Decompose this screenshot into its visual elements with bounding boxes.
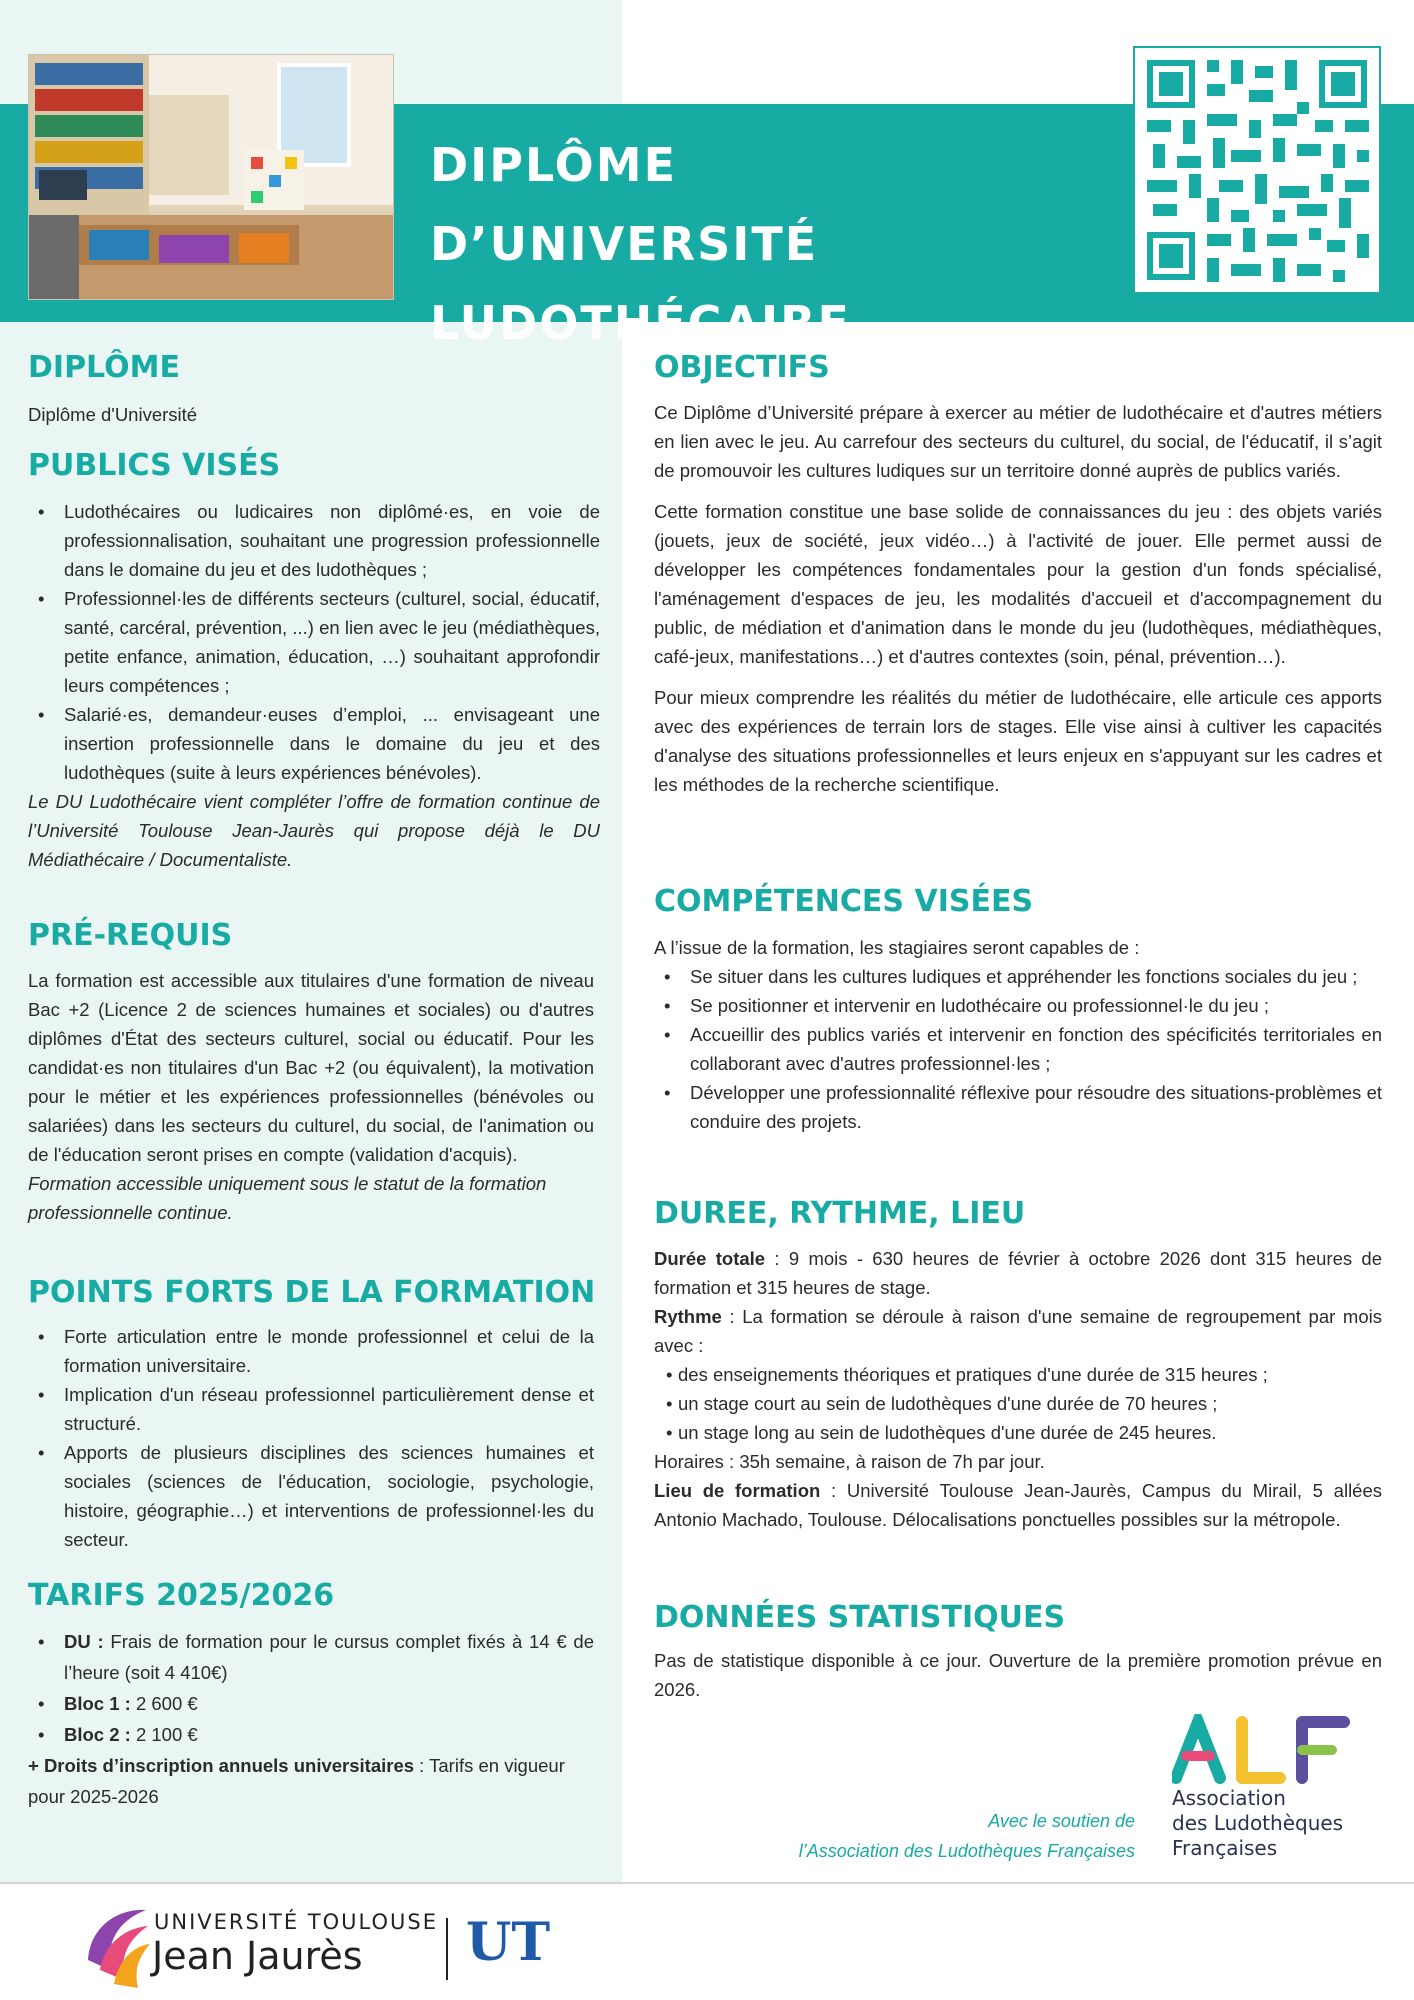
objectifs-paragraph: Pour mieux comprendre les réalités du métier de ludothécaire, elle articule ces apports avec des expériences de terrain lors de stages. Elle vise ainsi à cultiver les capacités d'analyse des situations professionnelles et leurs enjeux en s'appuyant sur les cadres et les méthodes de la recherche scientifique. [654, 687, 1382, 795]
duree-section [654, 1244, 1382, 1534]
title-line-1: DIPLÔME D’UNIVERSITÉ [430, 138, 819, 271]
ut-mark: UT [466, 1912, 551, 1973]
duree-totale [654, 1244, 1382, 1302]
list-item [28, 1626, 594, 1688]
rythme [654, 1302, 1382, 1360]
objectifs-section [654, 398, 1382, 799]
list-item: • des enseignements théoriques et pratiques d'une durée de 315 heures ; [654, 1360, 1382, 1389]
lieu-text: : Université Toulouse Jean-Jaurès, Campus du Mirail, 5 allées Antonio Machado, Toulouse. Délocalisations ponctuelles possibles sur la métropole. [654, 1480, 1383, 1530]
footer-divider [0, 1882, 1414, 1884]
page-title [430, 126, 870, 363]
tarif-text: 2 600 € [130, 1693, 198, 1714]
support-line-1: Avec le soutien de [988, 1811, 1135, 1831]
ut-separator [446, 1918, 448, 1980]
support-note [720, 1806, 1135, 1866]
list-item [28, 1719, 594, 1750]
publics-section [28, 497, 600, 874]
tarif-label: Bloc 2 : [64, 1724, 131, 1745]
list-item: • Se situer dans les cultures ludiques et appréhender les fonctions sociales du jeu ; [654, 962, 1382, 991]
lieu-label: Lieu de formation [654, 1480, 821, 1501]
ut-line-1: UNIVERSITÉ TOULOUSE [154, 1910, 438, 1934]
list-item: • Salarié·es, demandeur·euses d’emploi, ... envisageant une insertion professionnelle dans le domaine du jeu et des ludothèques (suite à leurs expériences bénévoles). [28, 700, 600, 787]
competences-section [654, 933, 1382, 1136]
support-line-2: l’Association des Ludothèques Françaises [798, 1841, 1135, 1861]
ut-line-2: Jean Jaurès [152, 1934, 363, 1978]
points-forts-list [28, 1322, 594, 1554]
ludotheque-photo [28, 54, 394, 300]
publics-heading: PUBLICS VISÉS [28, 448, 281, 483]
prerequis-heading: PRÉ-REQUIS [28, 918, 233, 953]
title-line-2: LUDOTHÉCAIRE [430, 296, 851, 350]
list-item: • Ludothécaires ou ludicaires non diplômé·es, en voie de professionnalisation, souhaitant une progression professionnelle dans le domaine du jeu et des ludothèques ; [28, 497, 600, 584]
list-item: • Accueillir des publics variés et intervenir en fonction des spécificités territoriales en collaborant avec d'autres professionnel·les ; [654, 1020, 1382, 1078]
tarif-text: Frais de formation pour le cursus complet fixés à 14 € de l’heure (soit 4 410€) [64, 1631, 594, 1683]
droits-text: : Tarifs en vigueur pour 2025-2026 [28, 1755, 565, 1807]
list-item: • un stage long au sein de ludothèques d'une durée de 245 heures. [654, 1418, 1382, 1447]
list-item: • Forte articulation entre le monde professionnel et celui de la formation universitaire. [28, 1322, 594, 1380]
qr-code[interactable] [1133, 46, 1381, 294]
list-item: • Implication d'un réseau professionnel particulièrement dense et structuré. [28, 1380, 594, 1438]
publics-list [28, 497, 600, 787]
publics-note: Le DU Ludothécaire vient compléter l’offre de formation continue de l’Université Toulouse Jean-Jaurès qui propose déjà le DU Médiathécaire / Documentaliste. [28, 791, 600, 870]
list-item [28, 1688, 594, 1719]
droits-label: + Droits d’inscription annuels universitaires [28, 1755, 415, 1776]
stats-heading: DONNÉES STATISTIQUES [654, 1600, 1066, 1635]
list-item: • Développer une professionnalité réflexive pour résoudre des situations-problèmes et conduire des projets. [654, 1078, 1382, 1136]
prerequis-note: Formation accessible uniquement sous le statut de la formation professionnelle continue. [28, 1173, 547, 1223]
tarif-label: DU : [64, 1631, 104, 1652]
tarif-label: Bloc 1 : [64, 1693, 131, 1714]
diplome-heading: DIPLÔME [28, 350, 180, 385]
prerequis-section [28, 966, 594, 1227]
list-item: • Se positionner et intervenir en ludothécaire ou professionnel·le du jeu ; [654, 991, 1382, 1020]
alf-line-1: Association [1172, 1786, 1286, 1810]
alf-line-3: Françaises [1172, 1836, 1278, 1860]
duree-label: Durée totale [654, 1248, 766, 1269]
competences-heading: COMPÉTENCES VISÉES [654, 884, 1034, 919]
points-forts-heading: POINTS FORTS DE LA FORMATION [28, 1275, 596, 1310]
rythme-label: Rythme [654, 1306, 722, 1327]
duree-text: : 9 mois - 630 heures de février à octobre 2026 dont 315 heures de formation et 315 heures de stage. [654, 1248, 1382, 1298]
list-item: • Professionnel·les de différents secteurs (culturel, social, éducatif, santé, carcéral, prévention, ...) en lien avec le jeu (médiathèques, petite enfance, animation, éducation, …) souhaitant approfondir leurs compétences ; [28, 584, 600, 700]
droits-inscription [28, 1750, 594, 1812]
list-item: • Apports de plusieurs disciplines des sciences humaines et sociales (sciences de l'éducation, sociologie, psychologie, histoire, géographie…) et interventions de professionnel·les du secteur. [28, 1438, 594, 1554]
duree-heading: DUREE, RYTHME, LIEU [654, 1196, 1026, 1231]
horaires: Horaires : 35h semaine, à raison de 7h par jour. [654, 1451, 1045, 1472]
alf-name [1172, 1786, 1343, 1861]
tarif-text: 2 100 € [130, 1724, 198, 1745]
competences-intro: A l’issue de la formation, les stagiaires seront capables de : [654, 937, 1140, 958]
list-item: • un stage court au sein de ludothèques d'une durée de 70 heures ; [654, 1389, 1382, 1418]
diplome-text: Diplôme d'Université [28, 404, 198, 425]
points-forts-section [28, 1322, 594, 1554]
objectifs-paragraph: Cette formation constitue une base solide de connaissances du jeu : des objets variés (jouets, jeux de société, jeux vidéo…) à l'activité de jouer. Elle permet aussi de développer les compétences fondamentales pour la gestion d'un fonds spécialisé, l'aménagement d'espaces de jeu, les modalités d'accueil et d'accompagnement du public, de médiation et d'animation dans le monde du jeu (ludothèques, médiathèques, café-jeux, manifestations…) et d'autres contextes (soin, pénal, prévention…). [654, 501, 1382, 667]
ut-logo[interactable] [80, 1900, 550, 1990]
rythme-text: : La formation se déroule à raison d'une semaine de regroupement par mois avec : [654, 1306, 1382, 1356]
prerequis-text: La formation est accessible aux titulaires d'une formation de niveau Bac +2 (Licence 2 de sciences humaines et sociales) ou d'autres diplômes d'État des secteurs culturel, social ou éducatif. Pour les candidat·es non titulaires d'un Bac +2 (ou équivalent), la motivation pour le métier et les expériences professionnelles (bénévoles ou salariées) dans les secteurs du culturel, du social, de l'animation ou de l'éducation seront prises en compte (validation d'acquis). [28, 970, 594, 1165]
competences-list [654, 962, 1382, 1136]
rythme-list [654, 1360, 1382, 1447]
alf-line-2: des Ludothèques [1172, 1811, 1344, 1835]
ut-swirl-icon [80, 1900, 150, 1990]
tarifs-list [28, 1626, 594, 1750]
tarifs-heading: TARIFS 2025/2026 [28, 1578, 335, 1613]
lieu [654, 1476, 1382, 1534]
tarifs-section [28, 1626, 594, 1812]
objectifs-heading: OBJECTIFS [654, 350, 830, 385]
objectifs-paragraph: Ce Diplôme d’Université prépare à exercer au métier de ludothécaire et d'autres métiers en lien avec le jeu. Au carrefour des secteurs du culturel, du social, de l'éducatif, il s’agit de promouvoir les cultures ludiques sur un territoire donné auprès de publics variés. [654, 402, 1382, 481]
alf-logo[interactable] [1172, 1714, 1352, 1784]
stats-text: Pas de statistique disponible à ce jour. Ouverture de la première promotion prévue en 2026. [654, 1650, 1382, 1700]
